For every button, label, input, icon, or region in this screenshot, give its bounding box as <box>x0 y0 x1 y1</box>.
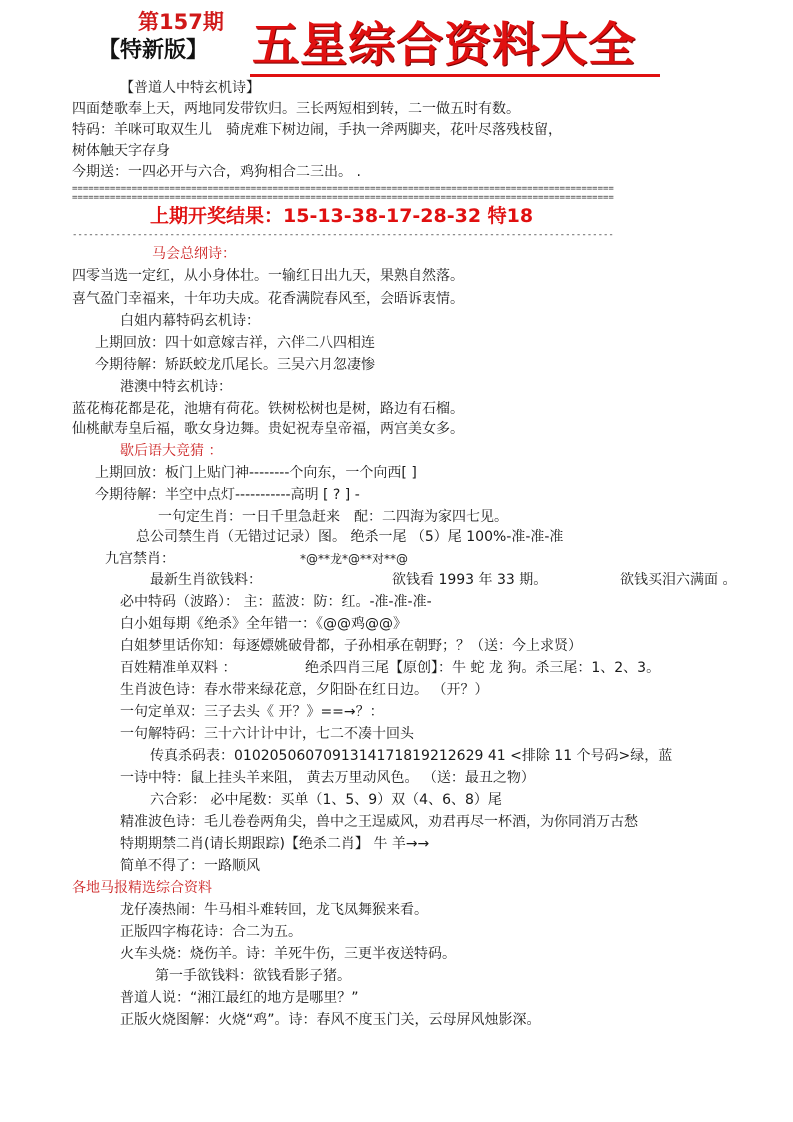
text-line: 最新生肖欲钱料： <box>150 572 262 588</box>
text-line: 上期回放：板门上贴门神--------个向东，一个向西[ ] <box>95 465 417 481</box>
text-line: 白姐梦里话你知：每逐嫖姚破骨都，子孙相承在朝野；？（送：今上求贤） <box>120 638 582 654</box>
text-line: 欲钱看 1993 年 33 期。 <box>392 572 548 588</box>
double-separator: ==================================================================================================== <box>72 193 614 203</box>
last-draw-result: 上期开奖结果：15-13-38-17-28-32 特18 <box>150 205 534 227</box>
edition-label: 【特新版】 <box>98 38 209 63</box>
issue-number: 第157期 <box>138 10 224 34</box>
section-heading: 歇后语大竞猜 ： <box>120 443 223 459</box>
text-line: 正版四字梅花诗：合二为五。 <box>120 924 302 940</box>
text-line: 今期待解：半空中点灯-----------高明 [ ? ] - <box>95 487 360 503</box>
subheading: 白姐内幕特码玄机诗： <box>120 313 260 329</box>
poem-heading-putao: 【普道人中特玄机诗】 <box>120 80 260 96</box>
page-title: 五星综合资料大全 <box>252 18 636 73</box>
text-line: 仙桃献寿皇后福，歌女身边舞。贵妃祝寿皇帝福，两宫美女多。 <box>72 421 464 437</box>
text-line: 一句解特码：三十六计计中计，七二不凑十回头 <box>120 726 414 742</box>
text-line: 上期回放：四十如意嫁吉祥，六伴二八四相连 <box>95 335 375 351</box>
text-line: 精准波色诗：毛儿卷卷两角尖，兽中之王逞威风，劝君再尽一杯酒，为你同消万古愁 <box>120 814 638 830</box>
title-underline <box>250 74 660 77</box>
text-line: 一句定单双：三子去头《 开？》==→？： <box>120 704 384 720</box>
text-line: 欲钱买泪六满面 。 <box>620 572 737 588</box>
text-line: 传真杀码表：0102050607091314171819212629 41 <排除 11 个号码>绿，蓝 <box>150 748 673 764</box>
text-line: 特期期禁二肖(请长期跟踪)【绝杀二肖】 牛 羊→→ <box>120 836 430 852</box>
text-line: 六合彩： 必中尾数：买单（1、5、9）双（4、6、8）尾 <box>150 792 502 808</box>
text-line: 生肖波色诗：春水带来绿花意，夕阳卧在红日边。 （开？） <box>120 682 489 698</box>
text-line: 火车头烧：烧伤羊。诗：羊死牛伤，三更半夜送特码。 <box>120 946 456 962</box>
text-line: 必中特码（波路）： 主：蓝波：防：红。-准-准-准- <box>120 594 432 610</box>
text-line: 百姓精准单双料 ： <box>120 660 237 676</box>
text-line: 第一手欲钱料：欲钱看影子猪。 <box>155 968 351 984</box>
text-line: 总公司禁生肖（无错过记录）图。 绝杀一尾 （5）尾 100%-准-准-准 <box>136 529 564 545</box>
text-line: 蓝花梅花都是花，池塘有荷花。铁树松树也是树，路边有石榴。 <box>72 401 464 417</box>
text-line: 今期送：一四必开与六合，鸡狗相合二三出。 . <box>72 164 361 180</box>
text-line: 一句定生肖：一日千里急赶来 配：二四海为家四七见。 <box>158 509 508 525</box>
text-line: *@**龙*@**对**@ <box>300 552 409 566</box>
text-line: 特码：羊咪可取双生儿 骑虎难下树边闹，手执一斧两脚夹，花叶尽落残枝留， <box>72 122 562 138</box>
text-line: 四零当选一定红，从小身体壮。一输红日出九天，果熟自然落。 <box>72 268 464 284</box>
text-line: 普道人说：“湘江最红的地方是哪里？” <box>120 990 359 1006</box>
text-line: 一诗中特：鼠上挂头羊来阻， 黄去万里动风色。 （送：最丑之物） <box>120 770 535 786</box>
text-line: 白小姐每期《绝杀》全年错一：《@@鸡@@》 <box>120 616 407 632</box>
text-line: 喜气盈门幸福来，十年功夫成。花香满院春风至，会晤诉衷情。 <box>72 291 464 307</box>
section-heading: 各地马报精选综合资料 <box>72 880 212 896</box>
text-line: 正版火烧图解：火烧“鸡”。诗：春风不度玉门关，云母屏风烛影深。 <box>120 1012 541 1028</box>
text-line: 树体触天字存身 <box>72 143 170 159</box>
double-separator: ==================================================================================================== <box>72 184 614 194</box>
text-line: 绝杀四肖三尾【原创】：牛 蛇 龙 狗。杀三尾：1、2、3。 <box>305 660 661 676</box>
text-line: 四面楚歌奉上天，两地同发带钦归。三长两短相到转，二一做五时有数。 <box>72 101 520 117</box>
single-separator: ---------------------------------------------------------------------------------------------------- <box>72 230 614 240</box>
text-line: 九宫禁肖： <box>105 551 175 567</box>
section-heading: 马会总纲诗： <box>152 246 236 262</box>
text-line: 龙仔凑热闹：牛马相斗难转回，龙飞凤舞猴来看。 <box>120 902 428 918</box>
subheading: 港澳中特玄机诗： <box>120 379 232 395</box>
text-line: 简单不得了：一路顺风 <box>120 858 260 874</box>
text-line: 今期待解：矫跃蛟龙爪尾长。三吴六月忽凄惨 <box>95 357 375 373</box>
